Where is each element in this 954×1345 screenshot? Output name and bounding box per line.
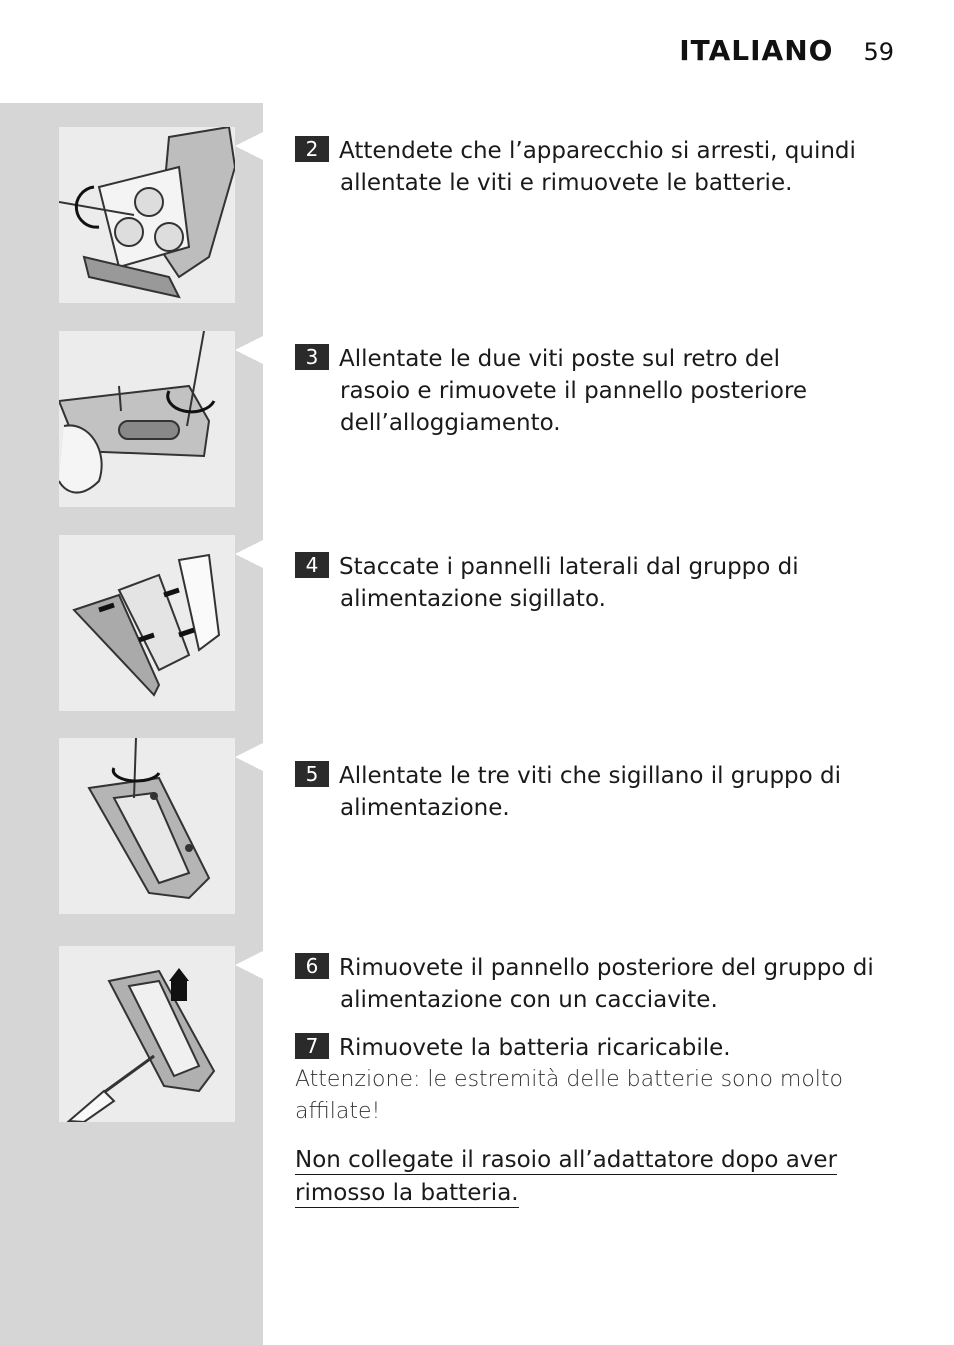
note-text: affilate! <box>295 1099 381 1124</box>
step-number-badge: 7 <box>295 1033 329 1059</box>
step-text: Staccate i pannelli laterali dal gruppo di <box>339 554 799 580</box>
callout-notch <box>235 743 263 771</box>
step-number-badge: 2 <box>295 136 329 162</box>
language-label: ITALIANO <box>679 34 834 67</box>
step-text: alimentazione con un cacciavite. <box>340 987 718 1013</box>
screwdriver-panel-icon <box>59 946 235 1122</box>
step-text: Allentate le tre viti che sigillano il gruppo di <box>339 763 842 789</box>
callout-notch <box>235 132 263 160</box>
page-number: 59 <box>863 38 894 66</box>
shaver-screws-battery-icon <box>59 127 235 303</box>
step-4 <box>295 551 895 615</box>
three-screws-icon <box>59 738 235 914</box>
step-text: Rimuovete il pannello posteriore del gruppo di <box>339 955 874 981</box>
step-text: rasoio e rimuovete il pannello posteriore <box>340 378 808 404</box>
warning-line: rimosso la batteria. <box>295 1180 519 1206</box>
step-number-badge: 6 <box>295 953 329 979</box>
callout-notch <box>235 336 263 364</box>
step-number-badge: 4 <box>295 552 329 578</box>
step-5 <box>295 760 895 824</box>
warning-text <box>295 1144 875 1210</box>
step-text: allentate le viti e rimuovete le batterie. <box>340 170 793 196</box>
warning-line: Non collegate il rasoio all’adattatore dopo aver <box>295 1147 838 1173</box>
callout-notch <box>235 540 263 568</box>
callout-notch <box>235 951 263 979</box>
step-text: Attendete che l’apparecchio si arresti, quindi <box>339 138 856 164</box>
step-3 <box>295 343 895 439</box>
step-number-badge: 5 <box>295 761 329 787</box>
page-header <box>679 34 894 67</box>
step-text: Allentate le due viti poste sul retro del <box>339 346 781 372</box>
step-2 <box>295 135 895 199</box>
side-panels-icon <box>59 535 235 711</box>
step-6 <box>295 952 895 1016</box>
shaver-back-screws-icon <box>59 331 235 507</box>
step-text: alimentazione sigillato. <box>340 586 606 612</box>
step-text: Rimuovete la batteria ricaricabile. <box>339 1035 731 1061</box>
step-number-badge: 3 <box>295 344 329 370</box>
note-text: Attenzione: le estremità delle batterie sono molto <box>295 1067 843 1092</box>
step-7 <box>295 1032 895 1064</box>
caution-note <box>295 1064 875 1128</box>
step-text: dell’alloggiamento. <box>340 410 561 436</box>
step-text: alimentazione. <box>340 795 510 821</box>
